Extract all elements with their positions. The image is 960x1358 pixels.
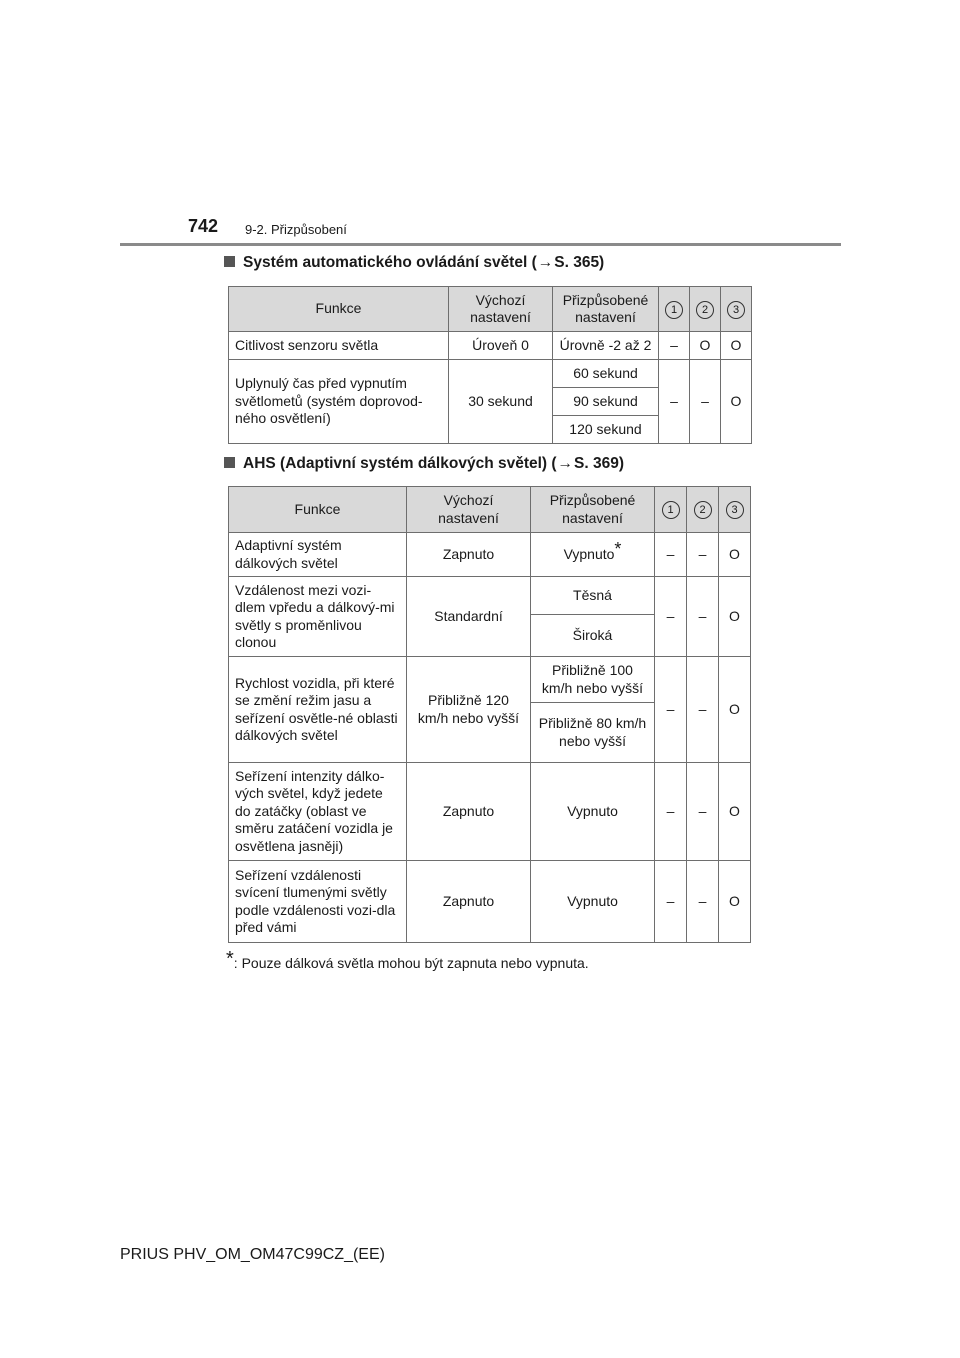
header-divider	[120, 243, 841, 246]
custom-cell: 90 sekund	[553, 388, 659, 416]
method-3-cell: O	[719, 577, 751, 657]
custom-cell: Přibližně 100 km/h nebo vyšší	[531, 657, 655, 703]
circled-3-icon: 3	[726, 501, 744, 519]
col-header-3	[721, 287, 752, 332]
custom-cell: Vypnuto	[531, 861, 655, 943]
default-cell: Zapnuto	[407, 861, 531, 943]
table-row	[229, 763, 751, 861]
circled-2-icon: 2	[696, 301, 714, 319]
heading-page-ref[interactable]: S. 369)	[574, 455, 625, 472]
circled-1-icon: 1	[665, 301, 683, 319]
col-header-function: Funkce	[229, 487, 407, 533]
footnote	[226, 948, 589, 971]
heading-text: Systém automatického ovládání světel (	[243, 254, 537, 271]
method-3-cell: O	[719, 861, 751, 943]
method-2-cell: –	[687, 763, 719, 861]
custom-value: Vypnuto	[563, 545, 615, 562]
table-row	[229, 861, 751, 943]
custom-cell: Vypnuto	[531, 763, 655, 861]
function-cell: Citlivost senzoru světla	[229, 332, 449, 360]
table-row	[229, 332, 752, 360]
method-1-cell: –	[655, 533, 687, 577]
method-2-cell: –	[687, 861, 719, 943]
function-cell: Rychlost vozidla, při které se změní režim jasu a seřízení osvětle-né oblasti dálkových světel	[229, 657, 407, 763]
function-cell: Adaptivní systém dálkových světel	[229, 533, 407, 577]
section-label: 9-2. Přizpůsobení	[245, 222, 347, 237]
method-1-cell: –	[655, 657, 687, 763]
asterisk-icon: *	[614, 538, 622, 559]
footnote-text: : Pouze dálková světla mohou být zapnuta nebo vypnuta.	[233, 955, 589, 971]
default-cell: Přibližně 120 km/h nebo vyšší	[407, 657, 531, 763]
custom-cell	[531, 533, 655, 577]
method-1-cell: –	[655, 861, 687, 943]
col-header-2	[690, 287, 721, 332]
page-number: 742	[188, 216, 219, 236]
circled-3-icon: 3	[727, 301, 745, 319]
custom-cell: 60 sekund	[553, 360, 659, 388]
light-control-table	[228, 286, 752, 444]
function-cell: Seřízení intenzity dálko-vých světel, když jedete do zatáčky (oblast ve směru zatáčení vozidla je osvětlena jasněji)	[229, 763, 407, 861]
method-3-cell: O	[719, 657, 751, 763]
default-cell: 30 sekund	[449, 360, 553, 444]
method-2-cell: –	[690, 360, 721, 444]
col-header-1	[655, 487, 687, 533]
col-header-function: Funkce	[229, 287, 449, 332]
asterisk-icon: *	[226, 948, 234, 970]
method-3-cell: O	[719, 533, 751, 577]
square-bullet-icon	[224, 457, 235, 468]
col-header-custom: Přizpůsobené nastavení	[531, 487, 655, 533]
method-3-cell: O	[721, 332, 752, 360]
custom-cell: Široká	[531, 615, 655, 657]
heading-page-ref[interactable]: S. 365)	[554, 254, 605, 271]
table-header-row	[229, 287, 752, 332]
method-3-cell: O	[721, 360, 752, 444]
method-3-cell: O	[719, 763, 751, 861]
custom-cell: Úrovně -2 až 2	[553, 332, 659, 360]
custom-cell: 120 sekund	[553, 416, 659, 444]
method-2-cell: –	[687, 533, 719, 577]
custom-cell: Přibližně 80 km/h nebo vyšší	[531, 703, 655, 763]
circled-1-icon: 1	[662, 501, 680, 519]
col-header-custom: Přizpůsobené nastavení	[553, 287, 659, 332]
col-header-default: Výchozí nastavení	[449, 287, 553, 332]
default-cell: Úroveň 0	[449, 332, 553, 360]
method-2-cell: –	[687, 657, 719, 763]
function-cell: Seřízení vzdálenosti svícení tlumenými světly podle vzdálenosti vozi-dla před vámi	[229, 861, 407, 943]
method-1-cell: –	[659, 360, 690, 444]
table-row	[229, 533, 751, 577]
col-header-2	[687, 487, 719, 533]
document-id: PRIUS PHV_OM_OM47C99CZ_(EE)	[120, 1246, 385, 1263]
col-header-1	[659, 287, 690, 332]
method-2-cell: –	[687, 577, 719, 657]
section-heading-light-control	[224, 254, 604, 272]
custom-cell: Těsná	[531, 577, 655, 615]
default-cell: Standardní	[407, 577, 531, 657]
ahs-table	[228, 486, 751, 943]
table-row	[229, 577, 751, 615]
table-row	[229, 360, 752, 388]
circled-2-icon: 2	[694, 501, 712, 519]
col-header-3	[719, 487, 751, 533]
method-1-cell: –	[659, 332, 690, 360]
function-cell: Vzdálenost mezi vozi-dlem vpředu a dálkový-mi světly s proměnlivou clonou	[229, 577, 407, 657]
col-header-default: Výchozí nastavení	[407, 487, 531, 533]
section-heading-ahs	[224, 455, 624, 473]
method-2-cell: O	[690, 332, 721, 360]
table-row	[229, 657, 751, 703]
heading-text: AHS (Adaptivní systém dálkových světel) (	[243, 455, 557, 472]
square-bullet-icon	[224, 256, 235, 267]
default-cell: Zapnuto	[407, 763, 531, 861]
method-1-cell: –	[655, 577, 687, 657]
arrow-icon: →	[557, 455, 574, 472]
function-cell: Uplynulý čas před vypnutím světlometů (systém doprovod-ného osvětlení)	[229, 360, 449, 444]
method-1-cell: –	[655, 763, 687, 861]
arrow-icon: →	[537, 254, 554, 271]
default-cell: Zapnuto	[407, 533, 531, 577]
table-header-row	[229, 487, 751, 533]
